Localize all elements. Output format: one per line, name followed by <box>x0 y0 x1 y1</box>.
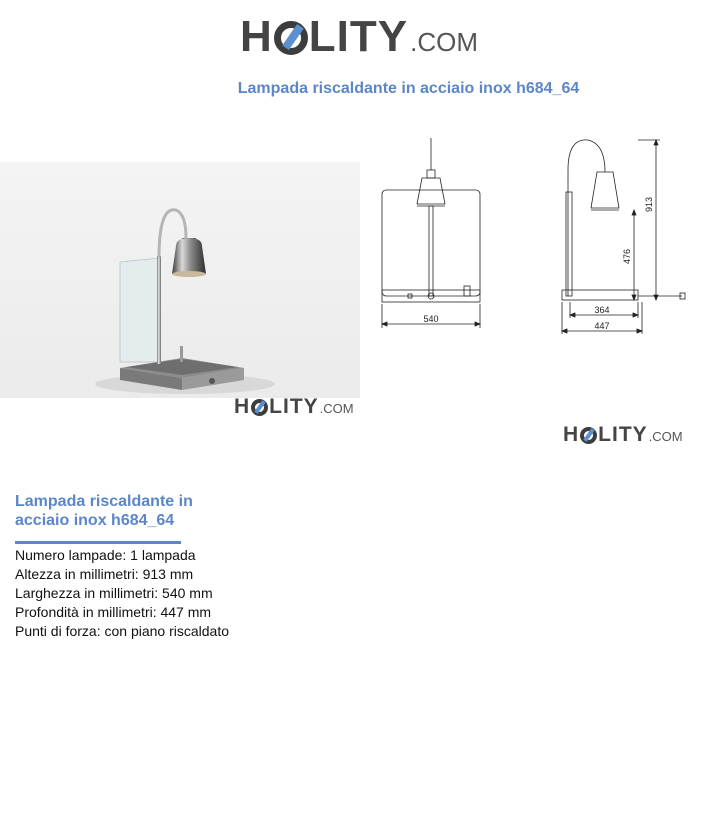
drawing-watermark-logo <box>563 424 683 446</box>
logo-word: LITY <box>308 12 409 61</box>
spec-divider <box>15 541 181 544</box>
spec-item: Larghezza in millimetri: 540 mm <box>15 585 213 601</box>
dim-depth-inner: 364 <box>594 305 610 315</box>
logo-word: LITY <box>269 395 319 418</box>
logo-domain: .COM <box>319 401 354 416</box>
dim-depth: 447 <box>594 321 610 331</box>
logo-o-icon <box>251 399 268 416</box>
side-view <box>562 140 685 334</box>
photo-watermark-logo <box>234 396 354 418</box>
technical-drawing <box>370 132 700 337</box>
spec-item: Punti di forza: con piano riscaldato <box>15 623 230 639</box>
dim-width: 540 <box>423 314 439 324</box>
logo-letter: H <box>234 395 251 418</box>
logo-domain: .COM <box>410 27 478 57</box>
spec-item: Altezza in millimetri: 913 mm <box>15 566 194 582</box>
spec-item: Numero lampade: 1 lampada <box>15 547 196 563</box>
logo-letter: H <box>240 12 273 61</box>
spec-item: Profondità in millimetri: 447 mm <box>15 604 212 620</box>
brand-logo[interactable] <box>240 14 478 60</box>
product-photo <box>0 162 360 398</box>
page-title: Lampada riscaldante in acciaio inox h684_64 <box>237 80 580 97</box>
spec-list <box>15 546 229 641</box>
spec-title: Lampada riscaldante in acciaio inox h684_64 <box>15 493 193 529</box>
logo-o-icon <box>580 427 597 444</box>
front-view <box>382 138 480 328</box>
logo-domain: .COM <box>648 429 683 444</box>
logo-word: LITY <box>598 423 648 446</box>
logo-letter: H <box>563 423 580 446</box>
logo-o-icon <box>274 21 308 55</box>
dim-height-total: 913 <box>644 196 654 212</box>
dim-height-lamp: 476 <box>622 248 632 264</box>
